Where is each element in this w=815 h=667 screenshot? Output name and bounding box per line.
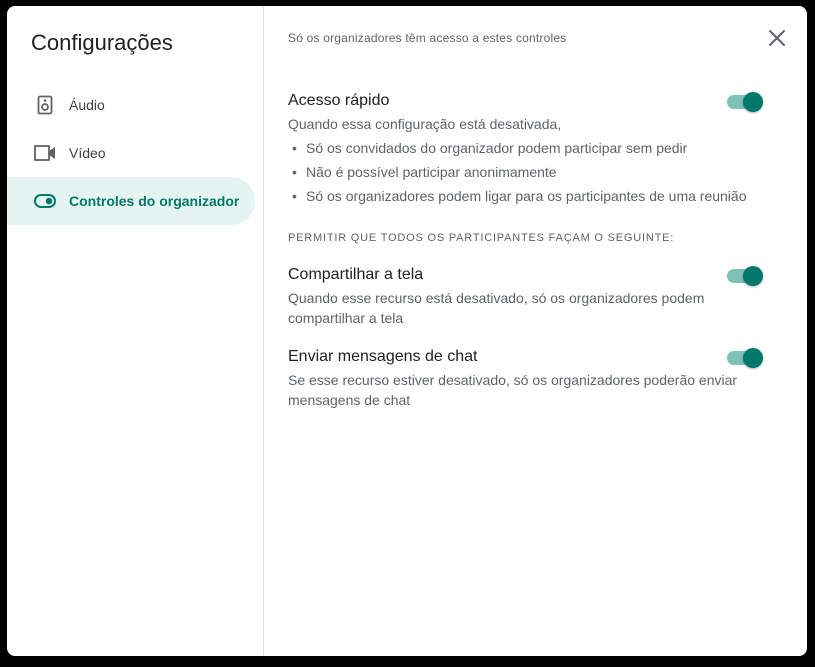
organizer-notice: Só os organizadores têm acesso a estes controles (288, 31, 567, 45)
list-item: • Só os convidados do organizador podem participar sem pedir (288, 136, 768, 160)
chat-desc: Se esse recurso estiver desativado, só os organizadores poderão enviar mensagens de chat (288, 372, 738, 408)
section-label: PERMITIR QUE TODOS OS PARTICIPANTES FAÇAM O SEGUINTE: (288, 232, 675, 244)
list-item: • Só os organizadores podem ligar para os participantes de uma reunião (288, 184, 768, 208)
settings-dialog (7, 6, 807, 656)
share-screen-title: Compartilhar a tela (288, 266, 424, 283)
sidebar-title: Configurações (31, 30, 173, 55)
share-screen-desc: Quando esse recurso está desativado, só os organizadores podem compartilhar a tela (288, 290, 705, 326)
share-screen-setting (288, 266, 768, 328)
share-screen-toggle[interactable] (727, 264, 763, 288)
quick-access-toggle[interactable] (727, 90, 763, 114)
sidebar-item-video[interactable] (7, 129, 255, 177)
sidebar-item-organizer-controls[interactable] (7, 177, 255, 225)
toggle-icon (33, 189, 57, 213)
toggle-thumb (743, 92, 763, 112)
sidebar-item-label: Vídeo (69, 145, 106, 161)
toggle-thumb (743, 348, 763, 368)
toggle-thumb (743, 266, 763, 286)
quick-access-setting (288, 92, 768, 208)
quick-access-title: Acesso rápido (288, 92, 390, 109)
speaker-icon (33, 93, 57, 117)
sidebar (7, 6, 264, 656)
list-item: • Não é possível participar anonimamente (288, 160, 768, 184)
chat-setting (288, 348, 768, 410)
main-panel (264, 6, 807, 656)
quick-access-desc: Quando essa configuração está desativada, (288, 116, 562, 132)
quick-access-bullets (288, 136, 768, 208)
close-button[interactable] (765, 26, 789, 50)
sidebar-item-audio[interactable] (7, 81, 255, 129)
sidebar-item-label: Áudio (69, 97, 105, 113)
chat-title: Enviar mensagens de chat (288, 348, 478, 365)
close-icon (765, 26, 789, 50)
chat-toggle[interactable] (727, 346, 763, 370)
sidebar-item-label: Controles do organizador (69, 193, 240, 209)
videocam-icon (33, 141, 57, 165)
